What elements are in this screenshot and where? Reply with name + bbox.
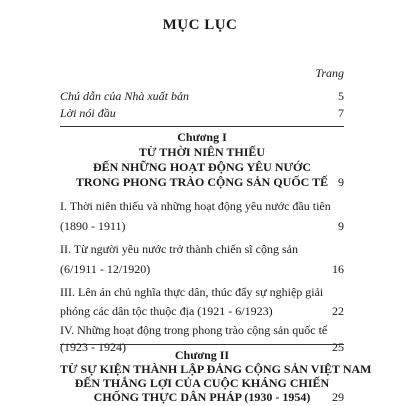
chapter-2-title-line-3: CHỐNG THỰC DÂN PHÁP (1930 - 1954) (93, 390, 311, 404)
chapter-1-heading: Chương I (177, 130, 227, 144)
chapter-2-page: 29 (332, 390, 344, 404)
toc-entry-label: IV. Những hoạt động trong phong trào cộng sản quốc tế (60, 323, 328, 337)
toc-entry-label: phóng các dân tộc thuộc địa (1921 - 6/1923) (60, 304, 273, 318)
toc-entry-label: II. Từ người yêu nước trở thành chiến sĩ cộng sản (60, 242, 298, 256)
chapter-1-title-line-3: TRONG PHONG TRÀO CỘNG SẢN QUỐC TẾ (75, 175, 329, 189)
toc-entry-label: Chú dẫn của Nhà xuất bản (60, 89, 189, 103)
toc-entry-label: (1890 - 1911) (60, 219, 126, 233)
page-column-header: Trang (315, 66, 344, 80)
toc-entry-label: (6/1911 - 12/1920) (60, 262, 151, 276)
chapter-2-title-line-2: ĐẾN THẮNG LỢI CỦA CUỘC KHÁNG CHIẾN (74, 376, 330, 390)
toc-entry-label: III. Lên án chủ nghĩa thực dân, thúc đẩy sự nghiệp giải (60, 285, 324, 299)
page-title: MỤC LỤC (162, 17, 238, 33)
toc-entry-page: 22 (332, 304, 344, 318)
chapter-1-title-line-1: TỪ THỜI NIÊN THIẾU (138, 145, 266, 159)
toc-entry-label: Lời nói đầu (60, 106, 116, 120)
chapter-1-page: 9 (338, 175, 344, 189)
toc-entry-label: I. Thời niên thiếu và những hoạt động yêu nước đầu tiên (60, 199, 331, 213)
chapter-2-title-line-1: TỪ SỰ KIỆN THÀNH LẬP ĐẢNG CỘNG SẢN VIỆT NAM (60, 362, 372, 376)
toc-entry-page: 9 (338, 219, 344, 233)
toc-entry-page: 7 (338, 106, 344, 120)
toc-entry-page: 16 (332, 262, 344, 276)
toc-entry-label: (1923 - 1924) (60, 340, 126, 354)
chapter-divider (60, 344, 344, 345)
chapter-2-heading: Chương II (174, 348, 230, 362)
chapter-divider (60, 126, 344, 127)
toc-entry-page: 25 (332, 340, 344, 354)
toc-entry-page: 5 (338, 89, 344, 103)
chapter-1-title-line-2: ĐẾN NHỮNG HOẠT ĐỘNG YÊU NƯỚC (92, 160, 312, 174)
